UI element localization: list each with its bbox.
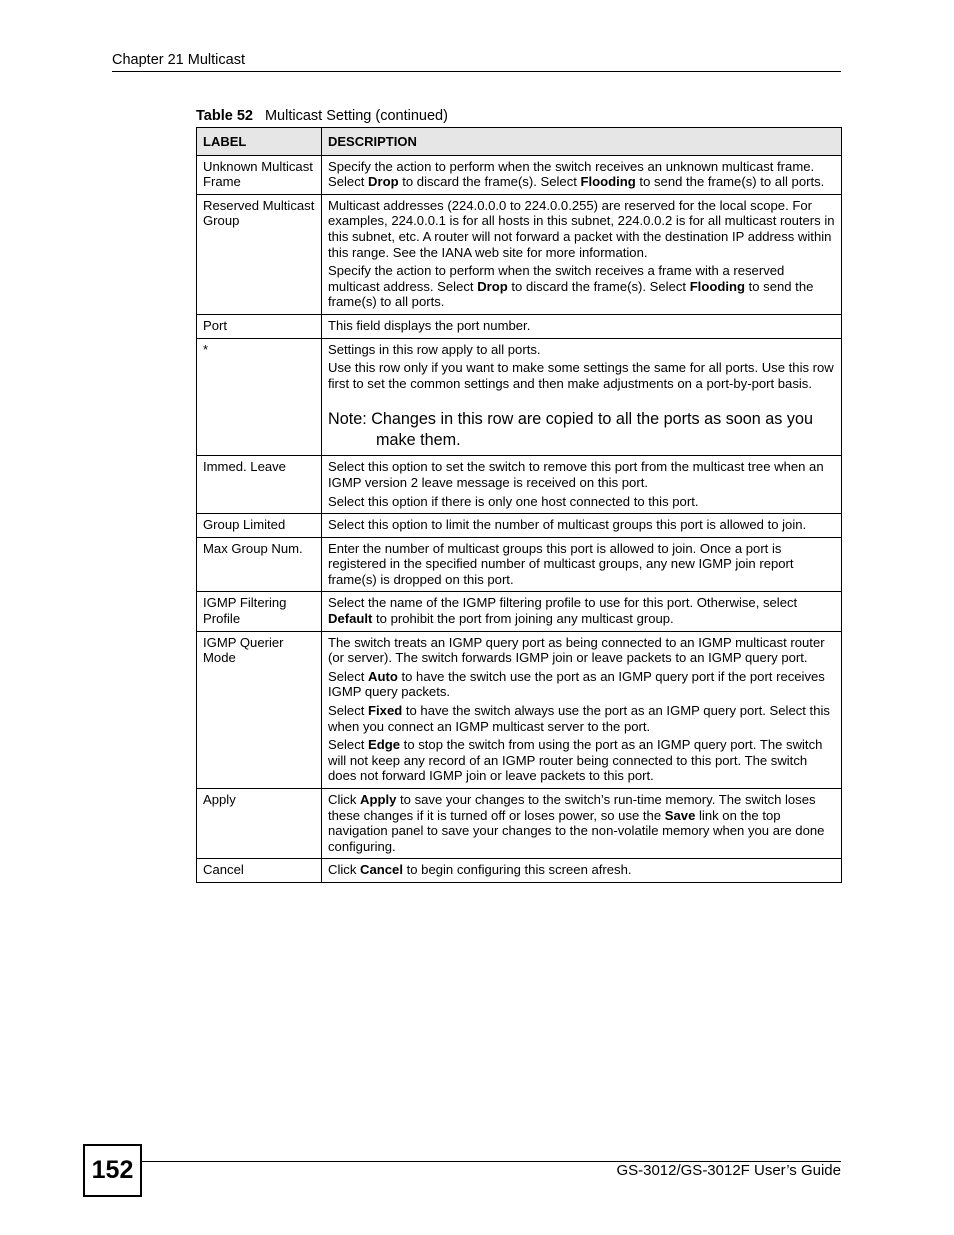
row-label: Reserved Multicast Group — [197, 194, 322, 314]
row-label: Unknown Multicast Frame — [197, 155, 322, 194]
description-paragraph: This field displays the port number. — [328, 317, 531, 333]
table-row — [197, 631, 842, 788]
row-label: Max Group Num. — [197, 537, 322, 592]
table-row — [197, 592, 842, 631]
row-description — [322, 456, 842, 514]
description-paragraph: Click Cancel to begin configuring this screen afresh. — [328, 862, 632, 878]
label-column-header: LABEL — [197, 128, 322, 156]
table-row — [197, 456, 842, 514]
bold-term: Drop — [477, 278, 508, 294]
row-description — [322, 155, 842, 194]
description-paragraph: Click Apply to save your changes to the switch’s run-time memory. The switch loses these changes if it is turned off or loses power, so use the Save link on the top navigation panel to save your changes to the non-volatile memory when you are done configuring. — [328, 792, 825, 854]
row-description — [322, 514, 842, 538]
note-text: Note: Changes in this row are copied to all the ports as soon as you make them. — [328, 410, 814, 450]
table-title: Multicast Setting (continued) — [264, 108, 448, 124]
row-description — [322, 592, 842, 631]
description-paragraph: The switch treats an IGMP query port as being connected to an IGMP multicast router (or server). The switch forwards IGMP join or leave packets to an IGMP query port. — [328, 634, 825, 666]
description-paragraph: Select Edge to stop the switch from using the port as an IGMP query port. The switch will not keep any record of an IGMP router being connected to this port. The switch does not forward IGMP join or leave packets to this port. — [328, 737, 823, 784]
description-paragraph: Select this option if there is only one host connected to this port. — [328, 493, 699, 509]
bold-term: Edge — [368, 737, 401, 753]
description-paragraph: Specify the action to perform when the switch receives an unknown multicast frame. Select Drop to discard the frame(s). Select Flooding to send the frame(s) to all ports. — [328, 158, 825, 190]
table-row — [197, 537, 842, 592]
row-label: IGMP Filtering Profile — [197, 592, 322, 631]
table-row — [197, 789, 842, 859]
table-header-row — [197, 128, 842, 156]
table-row — [197, 155, 842, 194]
table-row — [197, 194, 842, 314]
guide-title: GS-3012/GS-3012F User’s Guide — [616, 1162, 841, 1179]
bold-term: Default — [328, 611, 373, 627]
bold-term: Cancel — [360, 862, 403, 878]
description-paragraph: Enter the number of multicast groups this port is allowed to join. Once a port is registered in the specified number of multicast groups, any new IGMP join report frame(s) is dropped on this port. — [328, 540, 794, 587]
row-description — [322, 537, 842, 592]
description-paragraph: Select Fixed to have the switch always use the port as an IGMP query port. Select this when you connect an IGMP multicast server to the port. — [328, 703, 830, 734]
row-label: Port — [197, 314, 322, 338]
description-paragraph: Select the name of the IGMP filtering profile to use for this port. Otherwise, select Default to prohibit the port from joining any multicast group. — [328, 595, 798, 627]
description-column-header: DESCRIPTION — [322, 128, 842, 156]
table-number: Table 52 — [196, 108, 253, 124]
row-label: IGMP Querier Mode — [197, 631, 322, 788]
table-row — [197, 859, 842, 883]
row-label: Apply — [197, 789, 322, 859]
bold-term: Flooding — [580, 174, 636, 190]
table-row — [197, 514, 842, 538]
row-description — [322, 859, 842, 883]
description-paragraph: Select this option to set the switch to remove this port from the multicast tree when an IGMP version 2 leave message is received on this port. — [328, 459, 824, 490]
bold-term: Save — [664, 807, 696, 823]
row-label: * — [197, 338, 322, 456]
table-row — [197, 338, 842, 456]
row-label: Immed. Leave — [197, 456, 322, 514]
bold-term: Drop — [368, 174, 399, 190]
description-paragraph: Multicast addresses (224.0.0.0 to 224.0.0.255) are reserved for the local scope. For examples, 224.0.0.1 is for all hosts in this subnet, 224.0.0.2 is for all multicast routers in this subnet, etc. A router will not forward a packet with the destination IP address within this range. See the IANA web site for more information. — [328, 197, 835, 260]
table-row — [197, 314, 842, 338]
row-description — [322, 314, 842, 338]
bold-term: Flooding — [689, 278, 745, 294]
row-description — [322, 194, 842, 314]
table-body — [197, 155, 842, 882]
multicast-setting-table — [196, 127, 842, 883]
row-description — [322, 789, 842, 859]
row-description — [322, 631, 842, 788]
row-label: Group Limited — [197, 514, 322, 538]
chapter-header: Chapter 21 Multicast — [112, 52, 841, 72]
bold-term: Apply — [360, 792, 397, 807]
description-paragraph: Settings in this row apply to all ports. — [328, 341, 541, 357]
description-paragraph: Use this row only if you want to make some settings the same for all ports. Use this row first to set the common settings and then make adjustments on a port-by-port basis. — [328, 360, 834, 391]
row-description — [322, 338, 842, 456]
description-paragraph: Select Auto to have the switch use the port as an IGMP query port if the port receives IGMP query packets. — [328, 668, 825, 700]
bold-term: Auto — [368, 668, 398, 684]
description-paragraph: Specify the action to perform when the switch receives a frame with a reserved multicast address. Select Drop to discard the frame(s). Select Flooding to send the frame(s) to all ports. — [328, 263, 814, 310]
page-number: 152 — [83, 1144, 142, 1197]
description-paragraph: Select this option to limit the number of multicast groups this port is allowed to join. — [328, 517, 807, 533]
bold-term: Fixed — [368, 703, 403, 719]
row-label: Cancel — [197, 859, 322, 883]
table-caption — [196, 108, 448, 124]
